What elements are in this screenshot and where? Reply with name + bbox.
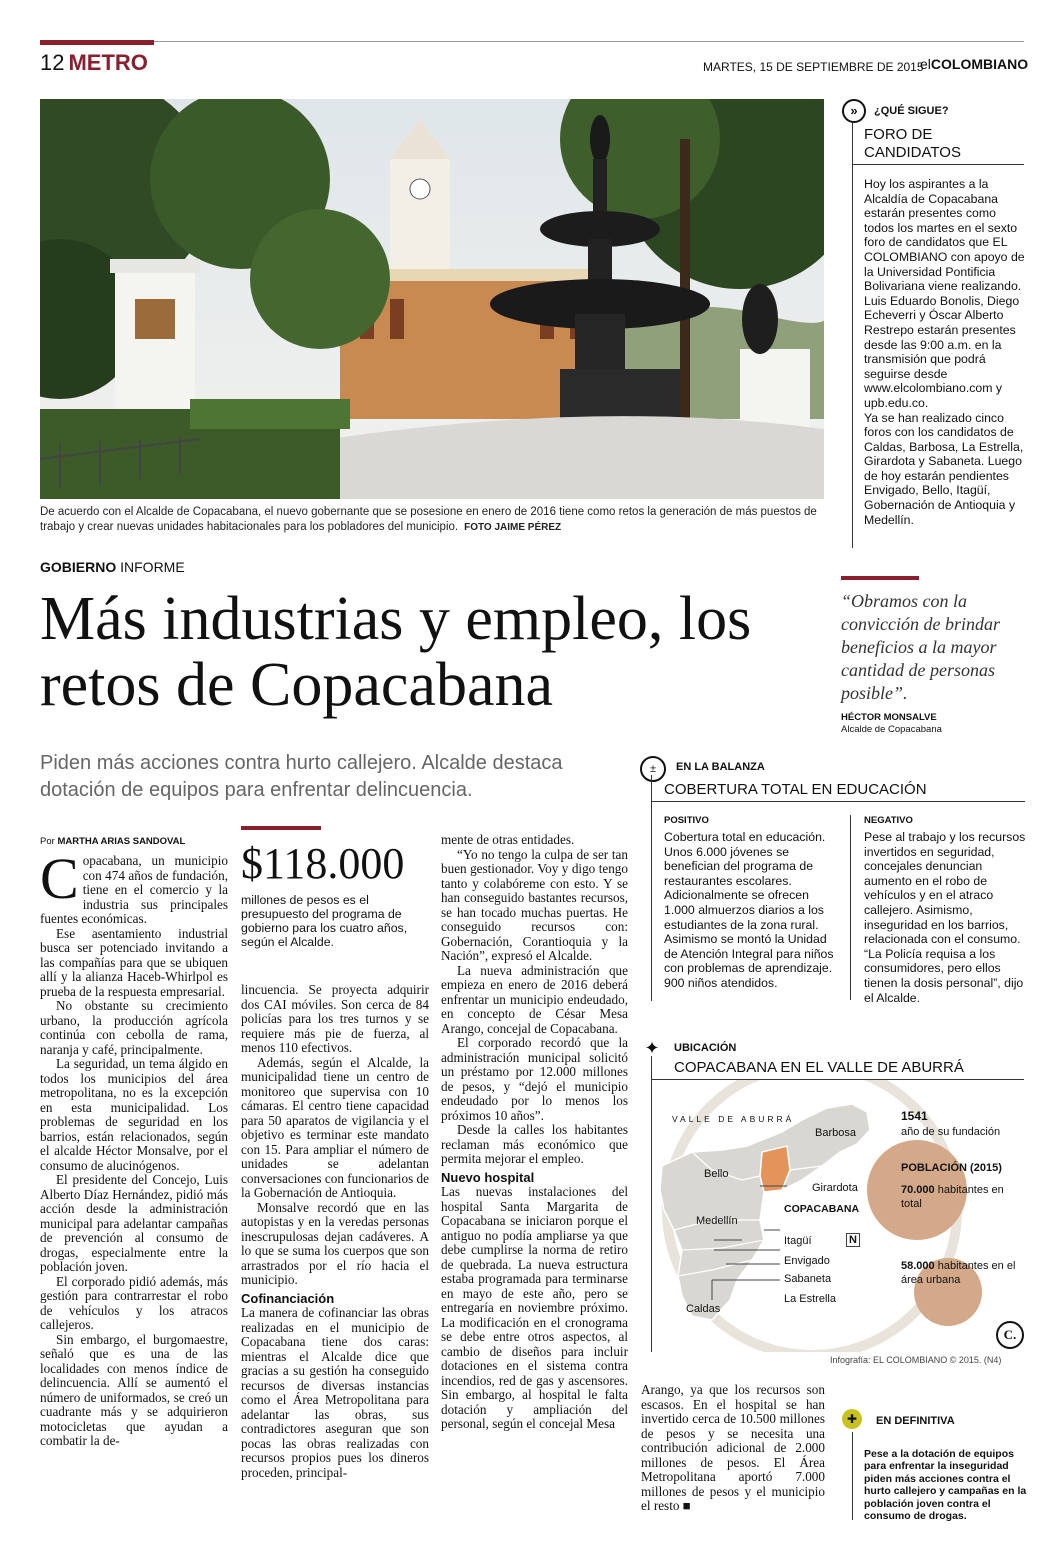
definitiva-rule	[852, 1432, 853, 1520]
article-column-4: Arango, ya que los recursos son escasos. En el hospital se han invertido cerca de 10.500 millones de pesos y se necesita una contribución adicional de 2.000 millones de pesos. El Área Metropolitana aportó 7.000 millones de pesos y el municipio el resto ■	[641, 1382, 825, 1513]
map-label-valle: VALLE DE ABURRÁ	[672, 1114, 795, 1124]
map-label-copacabana: COPACABANA	[784, 1203, 860, 1215]
que-sigue-body: Hoy los aspirantes a la Alcaldía de Copacabana estarán presentes como todos los martes en el sexto foro de candidatos que EL COLOMBIANO con apoyo de la Universidad Pontificia Bolivariana viene realizando. Luis Eduardo Bonolis, Diego Echeverri y Óscar Alberto Restrepo estarán presentes desde las 9:00 a.m. en la transmisión que podrá seguirse desde www.elcolombiano.com y upb.edu.co. Ya se han realizado cinco foros con los candidatos de Caldas, Barbosa, La Estrella, Girardota y Sabaneta. Luego de hoy estarán pendientes Envigado, Bello, Itagüí, Gobernación de Antioquia y Medellín.	[864, 177, 1025, 527]
map-label-girardota: Girardota	[812, 1182, 858, 1194]
sidebar-divider	[852, 164, 1024, 165]
map-label-envigado: Envigado	[784, 1255, 830, 1267]
map-label-bello: Bello	[704, 1168, 729, 1180]
header-rule	[40, 41, 1024, 42]
que-sigue-title: FORO DE CANDIDATOS	[864, 126, 961, 161]
negative-head: NEGATIVO	[864, 815, 913, 826]
map-label-caldas: Caldas	[686, 1303, 721, 1315]
positive-body: Cobertura total en educación. Unos 6.000 jóvenes se benefician del programa de restaurantes escolares. Adicionalmente se ofrecen 1.000 almuerzos diarios a los estudiantes de la zona rural. Asimismo se montó la Unidad de Atención Integral para niños con problemas de aprendizaje. 900 niños atendidos.	[664, 830, 834, 990]
founded-value: 1541	[901, 1109, 928, 1123]
infographic-credit: Infografía: EL COLOMBIANO © 2015. (N4)	[830, 1355, 1002, 1365]
photo-credit: FOTO JAIME PÉREZ	[464, 522, 562, 533]
ubicacion-title: COPACABANA EN EL VALLE DE ABURRÁ	[674, 1059, 964, 1076]
target-icon: ✚	[842, 1409, 862, 1429]
article-column-3: mente de otras entidades. “Yo no tengo la culpa de ser tan buen gestionador. Voy y digo tengo tanto y colabóreme con esto. Y se han conseguido bastantes recursos, se han tocado muchas puertas. He conseguido recursos con: Gobernación, Corantioquia y la Nación”, expresó el Alcalde. La nueva administración que empieza en enero de 2016 deberá enfrentar un municipio endeudado, en concepto de César Mesa Arango, concejal de Copacabana. El corporado recordó que la administración municipal solicitó un préstamo por 12.000 millones de pesos, y “dejó el municipio endeudado por lo menos los próximos 10 años”. Desde la calles los habitantes reclaman más económico que permita mejorar el empleo. Nuevo hospital Las nuevas instalaciones del hospital Santa Margarita de Copacabana se iniciaron porque el antiguo no podía ampliarse ya que debe cumplirse la norma de retiro de quebrada. La nueva estructura estaba programada para terminarse en mayo de este año, pero se entregaría en noviembre próximo. La modificación en el cronograma se debe entre otros aspectos, al cambio de diseños para incluir dotaciones en el sistema contra incendios, red de gas y ascensores. Sin embargo, al hospital le falta dotación y ampliación del personal, según el concejal Mesa	[441, 832, 628, 1431]
balanza-divider	[651, 801, 1025, 802]
map-label-barbosa: Barbosa	[815, 1127, 856, 1139]
map-label-la-estrella: La Estrella	[784, 1293, 836, 1305]
article-column-1: Copacabana, un municipio con 474 años de fundación, tiene en el comercio y la industria sus principales fuentes económicas. Ese asentamiento industrial busca ser potenciado invitando a las compañías para que se ubiquen allí y la alianza Haceb-Whirlpol es prueba de la respuesta empresarial. No obstante su crecimiento urbano, la producción agrícola continúa con cebolla de rama, naranja y café, principalmente. La seguridad, un tema álgido en todos los municipios del área metropolitana, no es la excepción en esta municipalidad. Los problemas de seguridad en los barrios, están relacionados, según el alcalde Héctor Monsalve, por el consumo de alucinógenos. El presidente del Concejo, Luis Alberto Díaz Hernández, pidió más acción desde la administración municipal para adelantar campañas de prevención al consumo de drogas, especialmente entre la población joven. El corporado pidió además, más gestión para contrarrestar el robo de vehículos y los atracos callejeros. Sin embargo, el burgomaestre, señaló que es una de las localidades con menos índice de delincuencia. Allí se aumentó el número de uniformados, se creó un cuadrante más y se adquirieron motocicletas que ayudan a combatir la de-	[40, 846, 228, 1448]
lead-photo	[40, 99, 824, 499]
definitiva-body: Pese a la dotación de equipos para enfrentar la inseguridad piden más acciones contra el hurto callejero y campañas en la población joven contra el consumo de drogas.	[864, 1448, 1027, 1523]
article-column-2: lincuencia. Se proyecta adquirir dos CAI móviles. Son cerca de 84 policías para los tres turnos y se requiere más pie de fuerza, al menos 110 efectivos. Además, según el Alcalde, la municipalidad tiene un centro de monitoreo que supervisa con 10 cámaras. El centro tiene capacidad para 50 aparatos de vigilancia y el objetivo es terminar este mandato con 15. Para ampliar el número de unidades se adelantan conversaciones con funcionarios de la Gobernación de Antioquia. Monsalve recordó que en las autopistas y en la veredas personas inescrupulosas dejan cadáveres. A lo que se suma los cuerpos que son arrastrados por el río hacia el municipio. Cofinanciación La manera de cofinanciar las obras realizadas en el municipio de Copacabana tiene dos caras: mientras el Alcalde dice que gracias a su gestión ha conseguido recursos de diversas instancias como el Área Metropolitana para adelantar las obras, sus contradictores aseguran que son pocas las obras realizadas con recursos propios pues los dineros proceden, principal-	[241, 982, 429, 1480]
quote-accent	[841, 576, 919, 580]
que-sigue-label: ¿QUÉ SIGUE?	[874, 105, 949, 117]
dateline: MARTES, 15 DE SEPTIEMBRE DE 2015	[703, 60, 924, 74]
section-name: METRO	[68, 50, 148, 75]
masthead: elCOLOMBIANO	[920, 56, 1029, 72]
positive-head: POSITIVO	[664, 815, 709, 826]
sidebar-rule	[852, 122, 853, 548]
quote-role: Alcalde de Copacabana	[841, 724, 942, 735]
plus-minus-icon: ±	[640, 756, 666, 782]
byline: Por MARTHA ARIAS SANDOVAL	[40, 836, 186, 847]
ubicacion-label: UBICACIÓN	[674, 1042, 737, 1054]
quote-name: HÉCTOR MONSALVE	[841, 712, 937, 723]
deck: Piden más acciones contra hurto callejero. Alcalde destaca dotación de equipos para enfrentar delincuencia.	[40, 752, 563, 801]
map-label-itagui: Itagüí	[784, 1235, 812, 1247]
subhead-cofinanciacion: Cofinanciación	[241, 1290, 335, 1306]
double-chevron-icon: »	[842, 99, 866, 123]
population-urban: 58.000 habitantes en el área urbana	[901, 1260, 1016, 1286]
compass-icon: ✦	[644, 1038, 660, 1058]
subhead-hospital: Nuevo hospital	[441, 1169, 535, 1185]
section-accent	[40, 40, 154, 45]
big-number-accent	[241, 826, 321, 830]
colombiano-logo-icon: C.	[996, 1321, 1024, 1349]
negative-body: Pese al trabajo y los recursos invertidos en seguridad, concejales denuncian aumento en el robo de vehículos y en el atraco callejero. Asimismo, inseguridad en los barrios, relacionada con el consumo. “La Policía requisa a los consumidores, pero ellos tienen la dosis personal”, dijo el Alcalde.	[864, 830, 1026, 1005]
definitiva-label: EN DEFINITIVA	[876, 1415, 955, 1427]
big-number: $118.000	[241, 839, 405, 888]
balanza-mid-rule	[850, 815, 851, 1000]
population-title: POBLACIÓN (2015)	[901, 1162, 1002, 1174]
map-label-medellin: Medellín	[696, 1215, 738, 1227]
page-number: 12 METRO	[40, 50, 148, 75]
drop-cap: C	[40, 846, 79, 911]
section-tag: GOBIERNO INFORME	[40, 559, 185, 575]
population-total: 70.000 habitantes en total	[901, 1184, 1004, 1210]
founded-label: año de su fundación	[901, 1126, 1001, 1138]
balanza-title: COBERTURA TOTAL EN EDUCACIÓN	[664, 781, 927, 798]
map-label-sabaneta: Sabaneta	[784, 1273, 832, 1285]
north-arrow-icon: N	[846, 1233, 860, 1247]
photo-caption: De acuerdo con el Alcalde de Copacabana, el nuevo gobernante que se posesione en enero de 2016 tiene como retos la generación de más puestos de trabajo y crear nuevas unidades habitacionales para los pobladores del municipio. FOTO JAIME PÉREZ	[40, 506, 817, 533]
headline: Más industrias y empleo, los retos de Copacabana	[40, 585, 752, 719]
balanza-label: EN LA BALANZA	[676, 761, 765, 773]
pull-quote: “Obramos con la convicción de brindar beneficios a la mayor cantidad de personas posible”.	[841, 591, 1000, 703]
big-number-desc: millones de pesos es el presupuesto del programa de gobierno para los cuatro años, según el Alcalde.	[241, 893, 408, 949]
